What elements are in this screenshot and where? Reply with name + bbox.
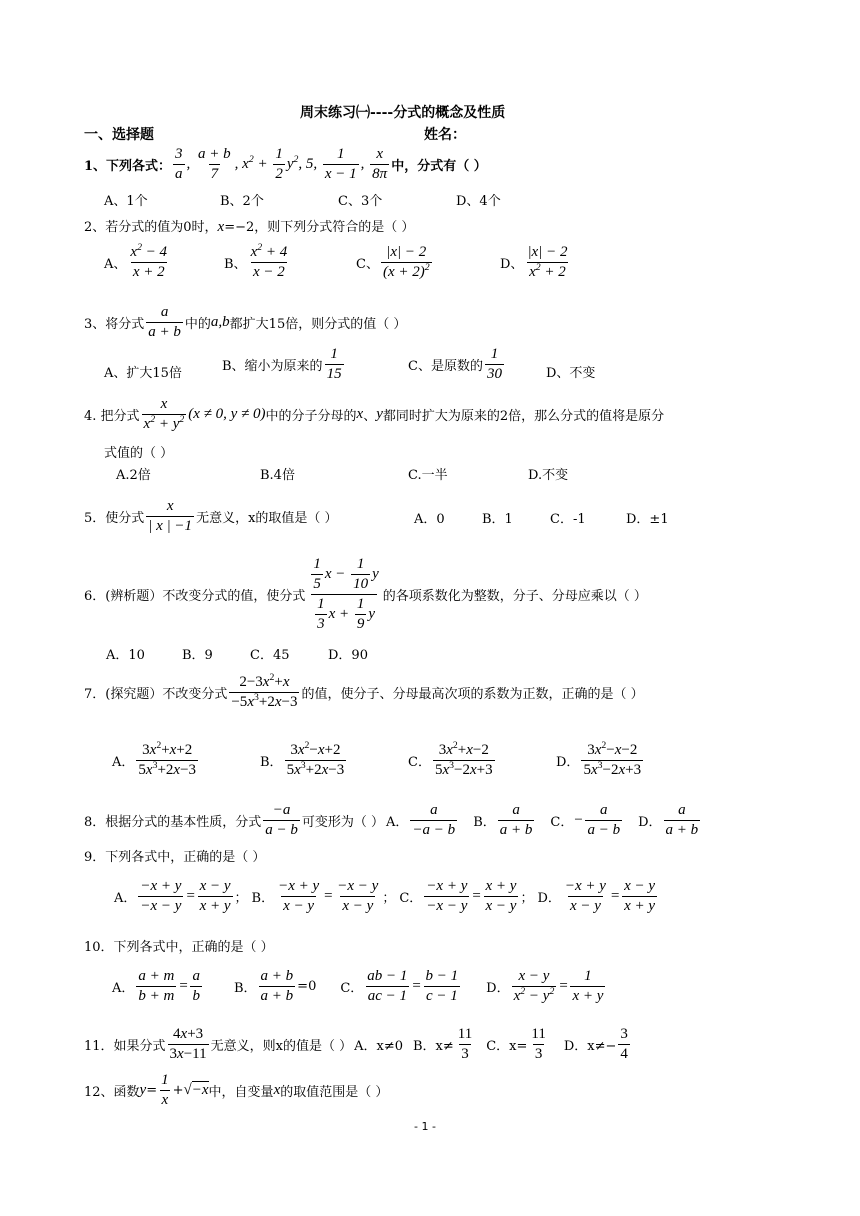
q9-options bbox=[114, 878, 659, 915]
q10-options bbox=[112, 968, 607, 1005]
q3-option-b: B、缩小为原来的 $\frac{1}{15}$ bbox=[222, 346, 342, 382]
q6-option-b: B．9 bbox=[182, 648, 213, 663]
q3-option-a: A、扩大15倍 bbox=[104, 366, 182, 381]
q4-option-a: A.2倍 bbox=[116, 468, 151, 483]
q10-option-c: C． $\frac{ab - 1}{ac - 1}$ = $\frac{b - 1}{c - 1}$ bbox=[340, 968, 459, 1004]
question-8: 8．根据分式的基本性质，分式 $\frac{-a}{a - b}$ 可变形为（ ） A． $\frac{a}{-a - b}$ B． $\frac{a}{a + b}$ C． − $\frac{a}{a - b}$ D． $\frac{a}{a + b}$ bbox=[84, 802, 702, 839]
question-10: 10．下列各式中，正确的是（ ） bbox=[84, 940, 274, 955]
q2-option-d: D、 $\frac{|x| - 2}{x^2 + 2}$ bbox=[500, 244, 568, 280]
q4-option-c: C.一半 bbox=[408, 468, 448, 483]
question-7: 7．(探究题）不改变分式 $\frac{2-3x^2+x}{-5x^3+2x-3}$ 的值，使分子、分母最高次项的系数为正数，正确的是（ ） bbox=[84, 672, 644, 710]
q1-prefix: 1、下列各式： bbox=[84, 159, 172, 174]
q9-option-d: D． $\frac{-x + y}{x - y}$ = $\frac{x - y}{x + y}$ bbox=[537, 878, 656, 914]
question-12: 12、函数 y = $\frac{1}{x}$ + √−x 中，自变量 x 的取值范围是（ ） bbox=[84, 1072, 389, 1108]
question-11: 11．如果分式 $\frac{4x+3}{3x-11}$ 无意义，则x的值是（ ） A．x≠0 B．x≠ $\frac{11}{3}$ C．x= $\frac{11}{3}$ D．x≠− $\frac{3}{4}$ bbox=[84, 1026, 632, 1063]
q7-option-d: D． $\frac{3x^2-x-2}{5x^3-2x+3}$ bbox=[556, 740, 642, 778]
q9-option-b: B． $\frac{-x + y}{x - y}$ = $\frac{-x - y}{x - y}$ ； bbox=[251, 878, 396, 914]
q5-option-b: B．1 bbox=[482, 512, 513, 527]
q10-option-d: D． $\frac{x - y}{x^2 - y^2}$ = $\frac{1}{x + y}$ bbox=[486, 968, 604, 1004]
q1-option-d: D、4个 bbox=[456, 194, 501, 209]
q5-option-c: C．-1 bbox=[550, 512, 586, 527]
question-4: 4. 把分式 $\frac{x}{x^2 + y^2}$ (x ≠ 0, y ≠ 0) 中的分子分母的 x 、 y 都同时扩大为原来的2倍，那么分式的值将是原分 bbox=[84, 396, 665, 432]
page-number: - 1 - bbox=[414, 1120, 436, 1133]
q4-option-b: B.4倍 bbox=[260, 468, 295, 483]
q2-option-a: A、 $\frac{x^2 - 4}{x + 2}$ bbox=[104, 242, 168, 280]
q11-option-c: C．x= $\frac{11}{3}$ bbox=[486, 1026, 546, 1062]
q7-option-b: B． $\frac{3x^2-x+2}{5x^3+2x-3}$ bbox=[260, 740, 345, 778]
q4-option-d: D.不变 bbox=[528, 468, 569, 483]
q2-option-c: C、 $\frac{|x| - 2}{(x + 2)^2}$ bbox=[356, 244, 430, 280]
q3-option-c: C、是原数的 $\frac{1}{30}$ bbox=[408, 346, 502, 382]
q11-option-b: B．x≠ $\frac{11}{3}$ bbox=[412, 1026, 473, 1062]
question-4-line2: 式值的（ ） bbox=[104, 446, 174, 461]
q10-option-a: A． $\frac{a + m}{b + m}$ = $\frac{a}{b}$ bbox=[112, 968, 200, 1004]
section-heading: 一、选择题 bbox=[84, 127, 154, 143]
question-5: 5．使分式 $\frac{x}{| x | -1}$ 无意义，x的取值是（ ） bbox=[84, 498, 338, 534]
q1-option-c: C、3个 bbox=[338, 194, 383, 209]
question-2: 2、若分式的值为0时，x=−2，则下列分式符合的是（ ） bbox=[84, 219, 415, 235]
q1-terms: $\frac{3}{a}$ , $\frac{a + b}{7}$ , $x^2$ + $\frac{1}{2}$ $y^2$, 5, $\frac{1}{x - 1}$ , $\frac{x}{8\pi}$ bbox=[175, 146, 388, 182]
q1-suffix: 中，分式有（ ） bbox=[391, 159, 487, 174]
q10-option-b: B． $\frac{a + b}{a + b}$ =0 bbox=[233, 968, 317, 1004]
q11-option-a: A．x≠0 bbox=[354, 1039, 403, 1054]
q9-option-c: C． $\frac{-x + y}{-x - y}$ = $\frac{x + y}{x - y}$ ； bbox=[399, 878, 534, 914]
question-9: 9．下列各式中，正确的是（ ） bbox=[84, 850, 266, 865]
question-6: 6．(辨析题）不改变分式的值，使分式 $\frac{1}{5}$ x − $\frac{1}{10}$ y $\frac{1}{3}$ x + $\frac{1}{9}$ y 的各项系数化为整数，分子、分母应乘以（ ） bbox=[84, 556, 647, 632]
q2-option-b: B、 $\frac{x^2 + 4}{x - 2}$ bbox=[224, 242, 288, 280]
q7-option-c: C． $\frac{3x^2+x-2}{5x^3-2x+3}$ bbox=[408, 740, 493, 778]
question-1 bbox=[84, 146, 487, 183]
q1-option-a: A、1个 bbox=[104, 194, 148, 209]
q8-option-d: D． $\frac{a}{a + b}$ bbox=[638, 802, 699, 838]
q8-option-c: C． − $\frac{a}{a - b}$ bbox=[550, 802, 621, 838]
q6-option-d: D．90 bbox=[328, 648, 368, 663]
q6-option-c: C．45 bbox=[250, 648, 290, 663]
q7-option-a: A． $\frac{3x^2+x+2}{5x^3+2x-3}$ bbox=[112, 740, 197, 778]
question-3: 3、将分式 $\frac{a}{a + b}$ 中的 a,b 都扩大15倍，则分式的值（ ） bbox=[84, 304, 407, 340]
name-label: 姓名： bbox=[424, 127, 466, 143]
q8-option-b: B． $\frac{a}{a + b}$ bbox=[473, 802, 533, 838]
page-title: 周末练习㈠----分式的概念及性质 bbox=[300, 105, 506, 121]
q3-option-d: D、不变 bbox=[546, 366, 596, 381]
q6-option-a: A．10 bbox=[106, 648, 145, 663]
q8-option-a: A． $\frac{a}{-a - b}$ bbox=[386, 802, 456, 838]
q9-option-a: A． $\frac{-x + y}{-x - y}$ = $\frac{x - y}{x + y}$ ； bbox=[114, 878, 248, 914]
q1-option-b: B、2个 bbox=[220, 194, 264, 209]
q11-option-d: D．x≠− $\frac{3}{4}$ bbox=[563, 1026, 628, 1062]
q5-option-d: D．±1 bbox=[626, 512, 669, 527]
q5-option-a: A．0 bbox=[414, 512, 445, 527]
